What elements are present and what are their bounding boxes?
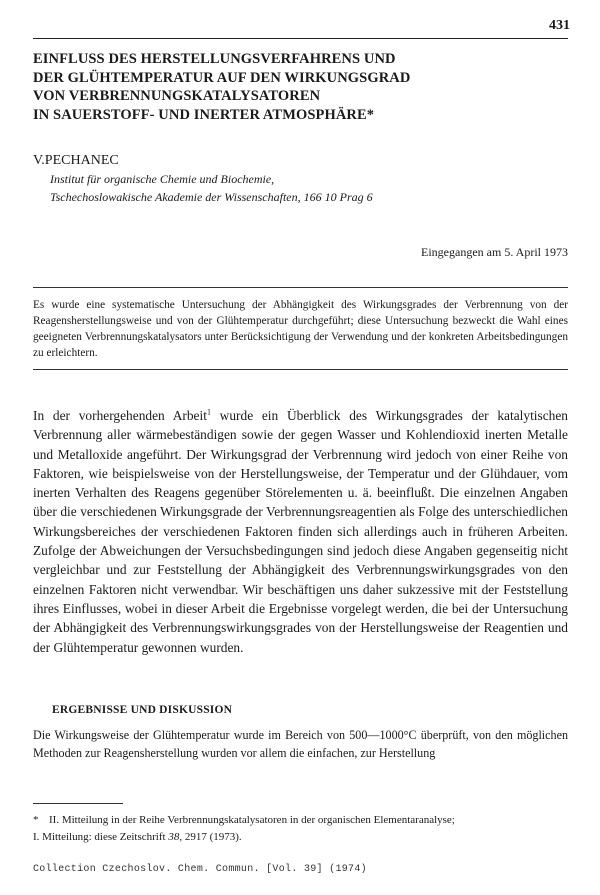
abstract-top-rule [33,287,568,288]
received-date: Eingegangen am 5. April 1973 [421,245,568,259]
section-paragraph: Die Wirkungsweise der Glühtemperatur wurde im Bereich von 500—1000°C überprüft, von den möglichen Methoden zur Reagensherstellung wurden vor allem die einfachen, zur Herstellung [33,728,568,760]
author-name: V.PECHANEC [33,153,119,168]
header-rule [33,38,568,39]
footnote-line [33,812,568,829]
reference-marker: 1 [206,407,211,417]
body-text-start: In der vorhergehenden Arbeit [33,408,207,423]
footnote-rule [33,803,123,804]
abstract: Es wurde eine systematische Untersuchung der Abhängigkeit des Wirkungsgrades der Verbrennung von der Reagensherstellungsweise und von der Glühtemperatur durchgeführt; diese Untersuchung bezweckt die Wahl eines geeigneten Verbrennungskatalysators unter Berücksichtigung der Verwendung und der konkreten Arbeitsbedingungen zu erleichtern. [33,299,568,359]
footnote [33,812,568,846]
abstract-bottom-rule [33,369,568,370]
affiliation-line: Tschechoslowakische Akademie der Wissenschaften, 166 10 Prag 6 [50,190,373,204]
title-line: IN SAUERSTOFF- UND INERTER ATMOSPHÄRE* [33,106,375,123]
article-title [33,50,573,124]
body-text-rest: wurde ein Überblick des Wirkungsgrades der katalytischen Verbrennung aller wärmebeständigen sowie der gegen Wasser und Kohlendioxid inerten Metalle und Metalloxide angeführt. Der Wirkungsgrad der Verbrennung wird jedoch von einer Reihe von Faktoren, wie beispielsweise von der Herstellungsweise, der Temperatur und der Glühdauer, vom inerten Verhalten des Reagens gegenüber Störelementen u. ä. beeinflußt. Die einzelnen Angaben über die verschiedenen Wirkungsgrade der Verbrennungsreagentien als Folge des unterschiedlichen Wirkungsbereiches der verschiedenen Faktoren finden sich allerdings auch in früheren Arbeiten. Zufolge der Abweichungen der Versuchsbedingungen sind jedoch diese Angaben gegenseitig nicht vergleichbar und zur Feststellung der Abhängigkeit des Verbrennungswirkungsgrades von den einzelnen Faktoren nicht verwendbar. Wir beschäftigen uns daher sukzessive mit der Feststellung ihres Einflusses, wobei in dieser Arbeit die Ergebnisse vorgelegt werden, die bei der Untersuchung der Abhängigkeit des Verbrennungswirkungsgrades von der Herstellungsweise der Reagentien und der Glühtemperatur gewonnen wurden. [33,408,569,655]
title-line: VON VERBRENNUNGSKATALYSATOREN [33,88,321,104]
introduction-paragraph [33,406,568,657]
footnote-marker: * [33,814,39,826]
affiliation-line: Institut für organische Chemie und Biochemie, [50,172,275,186]
title-line: EINFLUSS DES HERSTELLUNGSVERFAHRENS UND [33,51,396,67]
page-number: 431 [549,18,570,33]
section-heading: ERGEBNISSE UND DISKUSSION [52,704,233,716]
footnote-text: , 2917 (1973). [179,831,242,843]
journal-footer: Collection Czechoslov. Chem. Commun. [Vol. 39] (1974) [33,864,367,875]
footnote-line [33,829,568,846]
author-affiliation [50,170,373,206]
footnote-text: I. Mitteilung: diese Zeitschrift [33,831,169,843]
title-line: DER GLÜHTEMPERATUR AUF DEN WIRKUNGSGRAD [33,69,411,86]
footnote-text: II. Mitteilung in der Reihe Verbrennungskatalysatoren in der organischen Elementaranalyse; [49,814,455,826]
footnote-volume: 38 [168,831,180,843]
